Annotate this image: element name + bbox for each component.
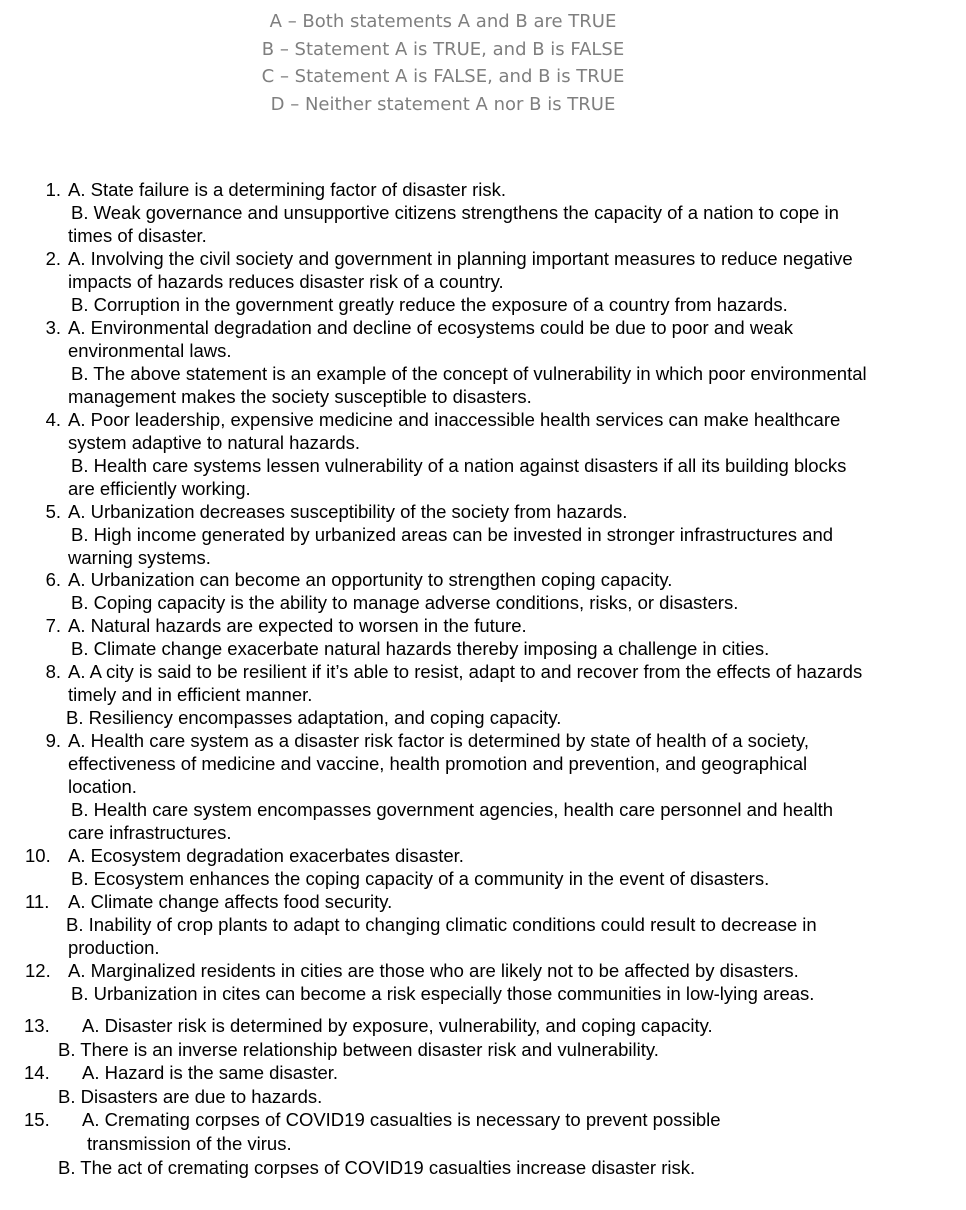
question-text-line: B. Inability of crop plants to adapt to changing climatic conditions could result to decrease in [66,914,817,935]
question-text-line: A. Environmental degradation and decline of ecosystems could be due to poor and weak [68,317,794,338]
question-text-line: B. Disasters are due to hazards. [58,1086,323,1107]
question-text-line: B. The act of cremating corpses of COVID19 casualties increase disaster risk. [58,1157,696,1178]
question-text-line: B. Ecosystem enhances the coping capacity of a community in the event of disasters. [71,868,770,889]
question-text-line: effectiveness of medicine and vaccine, health promotion and prevention, and geographical [68,753,808,774]
question-text-line: B. The above statement is an example of the concept of vulnerability in which poor environmental [71,363,867,384]
question-number: 12. [25,960,51,981]
question-text-line: A. Poor leadership, expensive medicine and inaccessible health services can make healthcare [68,409,841,430]
question-number: 8. [45,661,61,682]
question-text-line: B. Weak governance and unsupportive citizens strengthens the capacity of a nation to cope in [71,202,839,223]
question-text-line: B. Climate change exacerbate natural hazards thereby imposing a challenge in cities. [71,638,770,659]
question-text-line: A. A city is said to be resilient if it’s able to resist, adapt to and recover from the effects of hazards [68,661,863,682]
question-number: 14. [24,1062,50,1083]
question-text-line: B. Health care systems lessen vulnerability of a nation against disasters if all its building blocks [71,455,847,476]
question-number: 6. [45,569,61,590]
question-text-line: A. Health care system as a disaster risk factor is determined by state of health of a society, [68,730,810,751]
question-text-line: times of disaster. [68,225,207,246]
legend-option-a: A – Both statements A and B are TRUE [269,11,617,32]
question-text-line: B. High income generated by urbanized areas can be invested in stronger infrastructures and [71,524,834,545]
question-text-line: care infrastructures. [68,822,232,843]
legend-option-d: D – Neither statement A nor B is TRUE [270,93,616,115]
question-text-line: B. Corruption in the government greatly reduce the exposure of a country from hazards. [71,294,788,315]
question-text-line: management makes the society susceptible to disasters. [68,386,532,407]
question-text-line: A. Marginalized residents in cities are those who are likely not to be affected by disasters. [68,960,799,981]
question-text-line: A. Ecosystem degradation exacerbates disaster. [68,845,464,866]
question-text-line: A. Involving the civil society and government in planning important measures to reduce negative [68,248,853,269]
question-text-line: B. There is an inverse relationship between disaster risk and vulnerability. [58,1039,659,1060]
question-text-line: A. Disaster risk is determined by exposure, vulnerability, and coping capacity. [82,1015,713,1036]
question-text-line: transmission of the virus. [87,1133,292,1154]
question-text-line: A. Cremating corpses of COVID19 casualties is necessary to prevent possible [82,1109,721,1130]
legend-option-b: B – Statement A is TRUE, and B is FALSE [261,38,625,60]
question-text-line: environmental laws. [68,340,232,361]
question-number: 13. [24,1015,50,1036]
question-number: 4. [45,409,61,430]
question-text-line: location. [68,776,137,797]
question-text-line: B. Health care system encompasses government agencies, health care personnel and health [71,799,834,820]
question-text-line: B. Urbanization in cites can become a risk especially those communities in low-lying areas. [71,983,815,1004]
question-text-line: are efficiently working. [68,478,251,499]
question-text-line: A. Hazard is the same disaster. [82,1062,339,1083]
question-text-line: A. Natural hazards are expected to worsen in the future. [68,615,527,636]
question-text-line: production. [68,937,160,958]
question-text-line: A. State failure is a determining factor of disaster risk. [68,179,507,200]
question-text-line: system adaptive to natural hazards. [68,432,361,453]
question-number: 9. [45,730,61,751]
question-number: 11. [25,891,50,912]
question-text-line: A. Urbanization can become an opportunity to strengthen coping capacity. [68,569,673,590]
question-number: 7. [45,615,61,636]
question-number: 10. [25,845,51,866]
question-text-line: B. Resiliency encompasses adaptation, and coping capacity. [66,707,562,728]
question-text-line: B. Coping capacity is the ability to manage adverse conditions, risks, or disasters. [71,592,739,613]
question-text-line: warning systems. [68,547,211,568]
answer-key-legend [0,8,886,118]
question-text-line: impacts of hazards reduces disaster risk of a country. [68,271,504,292]
question-text-line: A. Climate change affects food security. [68,891,393,912]
question-number: 1. [45,179,61,200]
question-text-line: timely and in efficient manner. [68,684,313,705]
question-number: 15. [24,1109,50,1130]
question-number: 5. [45,501,61,522]
legend-option-c: C – Statement A is FALSE, and B is TRUE [261,66,625,87]
question-text-line: A. Urbanization decreases susceptibility of the society from hazards. [68,501,628,522]
question-number: 3. [45,317,61,338]
question-number: 2. [45,248,61,269]
